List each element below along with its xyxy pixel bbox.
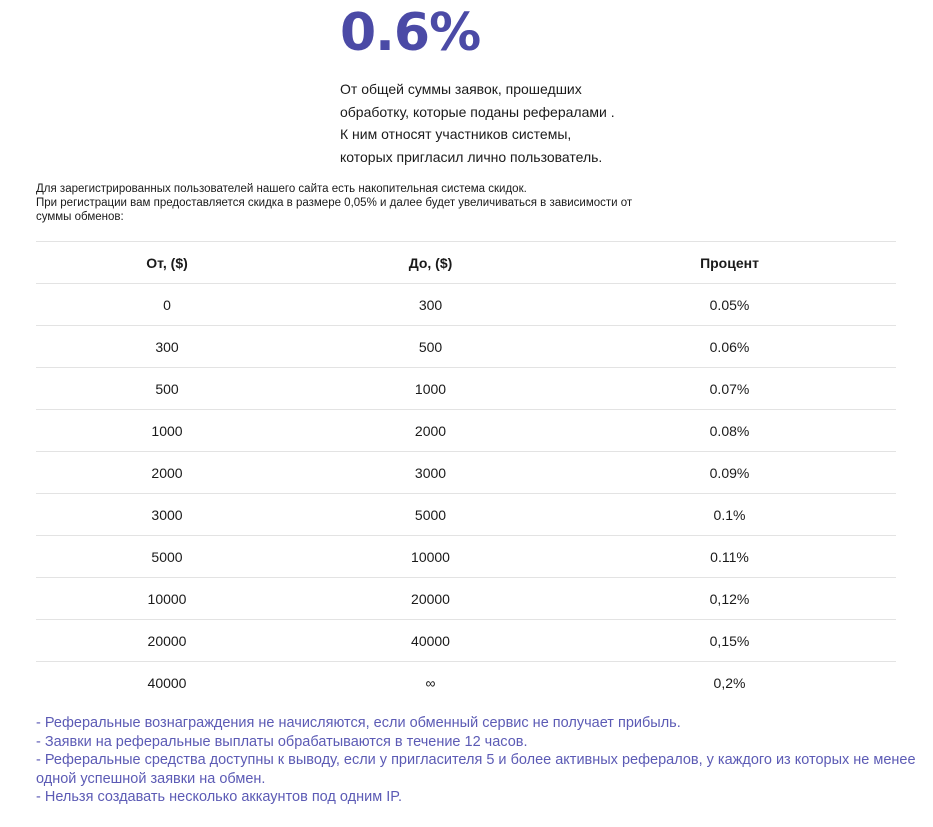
cell-from: 300: [36, 326, 298, 368]
discount-intro: [36, 182, 696, 224]
cell-to: 1000: [298, 368, 563, 410]
cell-percent: 0,15%: [563, 620, 896, 662]
cell-from: 0: [36, 284, 298, 326]
cell-from: 10000: [36, 578, 298, 620]
cell-from: 40000: [147, 674, 187, 691]
column-header-percent: Процент: [563, 242, 896, 284]
referral-percent: 0.6%: [340, 3, 481, 63]
cell-to: 5000: [298, 494, 563, 536]
cell-percent: 0.05%: [563, 284, 896, 326]
column-header-to: До, ($): [298, 242, 563, 284]
cell-to: 500: [298, 326, 563, 368]
referral-description-line: К ним относят участников системы,: [340, 126, 572, 142]
referral-description-line: которых пригласил лично пользователь.: [340, 148, 603, 165]
table-row: [36, 326, 896, 368]
cell-to: 10000: [298, 536, 563, 578]
rule-item: - Реферальные вознаграждения не начисляются, если обменный сервис не получает прибыль.: [36, 715, 681, 731]
cell-to: 2000: [298, 410, 563, 452]
referral-description-line: От общей суммы заявок, прошедших: [340, 81, 582, 97]
discount-table: [36, 241, 896, 703]
table-row: [36, 284, 896, 326]
discount-intro-line: Для зарегистрированных пользователей нашего сайта есть накопительная система скидок.: [36, 183, 527, 195]
table-row: [36, 620, 896, 662]
table-row: [36, 452, 896, 494]
cell-percent: 0.09%: [563, 452, 896, 494]
table-header-row: [36, 242, 896, 284]
referral-rules: [36, 714, 921, 807]
referral-description: [340, 78, 680, 168]
cell-from: 20000: [36, 620, 298, 662]
discount-table-body: [36, 284, 896, 704]
discount-intro-line: суммы обменов:: [36, 211, 124, 223]
table-row: [36, 578, 896, 620]
referral-description-line: обработку, которые поданы рефералами .: [340, 103, 615, 120]
table-row: [36, 536, 896, 578]
rule-item: - Реферальные средства доступны к выводу, если у пригласителя 5 и более активных рефералов, у каждого из которых не менее одной успешной заявки на обмен.: [36, 752, 916, 787]
cell-percent: 0.1%: [563, 494, 896, 536]
cell-to: 20000: [298, 578, 563, 620]
cell-percent: 0,2%: [713, 674, 746, 691]
table-row: [36, 368, 896, 410]
cell-from: 5000: [36, 536, 298, 578]
column-header-from: От, ($): [36, 242, 298, 284]
cell-from: 1000: [36, 410, 298, 452]
cell-from: 3000: [36, 494, 298, 536]
cell-from: 2000: [36, 452, 298, 494]
cell-percent: 0,12%: [563, 578, 896, 620]
cell-percent: 0.11%: [563, 536, 896, 578]
cell-to: 40000: [298, 620, 563, 662]
table-row: [36, 494, 896, 536]
table-row: [36, 410, 896, 452]
discount-intro-line: При регистрации вам предоставляется скидка в размере 0,05% и далее будет увеличиваться в зависимости от: [36, 197, 633, 209]
table-row: [36, 662, 896, 704]
cell-percent: 0.08%: [563, 410, 896, 452]
cell-to: 3000: [298, 452, 563, 494]
cell-from: 500: [36, 368, 298, 410]
cell-to: 300: [298, 284, 563, 326]
cell-to: ∞: [425, 674, 436, 691]
rule-item: - Заявки на реферальные выплаты обрабатываются в течение 12 часов.: [36, 733, 528, 750]
cell-percent: 0.06%: [563, 326, 896, 368]
cell-percent: 0.07%: [563, 368, 896, 410]
rule-item: - Нельзя создавать несколько аккаунтов под одним IP.: [36, 789, 403, 805]
